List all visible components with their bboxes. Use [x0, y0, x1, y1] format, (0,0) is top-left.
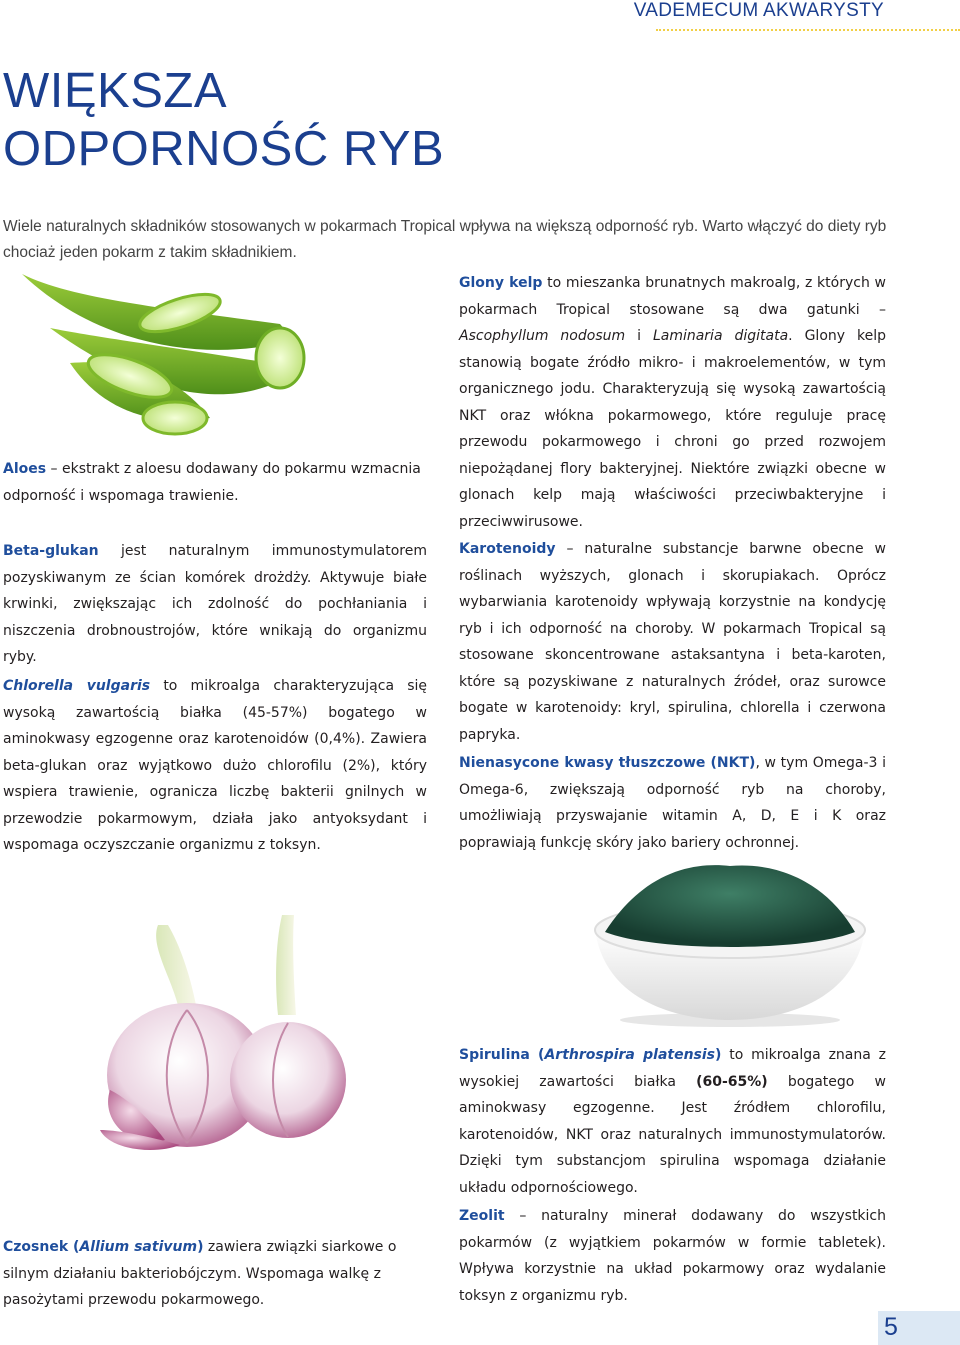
- header-dotted-rule: [656, 29, 960, 31]
- chlorella-paragraph: Chlorella vulgaris to mikroalga charakteryzująca się wysoką zawartością białka (45-57%) bogatego w aminokwasy egzogenne oraz karotenoidów (0,4%). Zawiera beta-glukan oraz wyjątkowo dużo chlorofilu (2%), który wspiera trawienie, ogranicza liczbę bakterii gnilnych w przewodzie pokarmowym, działa jako antyoksydant i wspomaga oczyszczanie organizmu z toksyn.: [3, 678, 428, 853]
- running-header: VADEMECUM AKWARYSTY: [633, 0, 884, 21]
- page-number: 5: [884, 1313, 898, 1341]
- kelp-paragraph: Glony kelp to mieszanka brunatnych makroalg, z których w pokarmach Tropical stosowane są dwa gatunki – Ascophyllum nodosum i Laminaria digitata. Glony kelp stanowią bogate źródło mikro- i makroelementów, w tym organicznego jodu. Charakteryzują się wysoką zawartością NKT oraz włókna pokarmowego, które reguluje pracę przewodu pokarmowego i chroni go przed rozwojem niepożądanej flory bakteryjnej. Niektóre związki obecne w glonach kelp mają właściwości przeciwbakteryjne i przeciwwirusowe.: [459, 275, 886, 530]
- czosnek-paragraph: Czosnek (Allium sativum) zawiera związki siarkowe o silnym działaniu bakteriobójczym. Wspomaga walkę z pasożytami przewodu pokarmowego.: [3, 1239, 397, 1308]
- beta-glukan-term: Beta-glukan: [3, 543, 99, 559]
- title-line-1: WIĘKSZA: [3, 64, 228, 118]
- aloes-paragraph: Aloes – ekstrakt z aloesu dodawany do pokarmu wzmacnia odporność i wspomaga trawienie.: [3, 461, 421, 504]
- spirulina-paragraph: Spirulina (Arthrospira platensis) to mikroalga znana z wysokiej zawartości białka (60-65%) bogatego w aminokwasy egzogenne. Jest źródłem chlorofilu, karotenoidów, NKT oraz naturalnych immunostymulatorów. Dzięki tym substancjom spirulina wspomaga działanie układu odpornościowego.: [459, 1047, 887, 1196]
- karotenoidy-paragraph: Karotenoidy – naturalne substancje barwne obecne w roślinach wyższych, glonach i skorupiakach. Oprócz wybarwiania karotenoidy wpływają korzystnie na kondycję ryb i ich odporność na choroby. W pokarmach Tropical są stosowane skoncentrowane astaksantyna i beta-karoten, które są pozyskiwane z naturalnych źródeł, oraz surowce bogate w karotenoidy: kryl, spirulina, chlorella i czerwona papryka.: [459, 541, 886, 743]
- kelp-term: Glony kelp: [459, 275, 543, 291]
- spirulina-term: Spirulina: [459, 1047, 530, 1063]
- karotenoidy-term: Karotenoidy: [459, 541, 556, 557]
- aloe-vera-image: [10, 268, 310, 440]
- beta-glukan-paragraph: Beta-glukan jest naturalnym immunostymulatorem pozyskiwanym ze ścian komórek drożdży. Aktywuje białe krwinki, zwiększając ich zdolność do pochłaniania i niszczenia drobnoustrojów, które wnikają do organizmu ryby.: [3, 543, 427, 665]
- zeolit-paragraph: Zeolit – naturalny minerał dodawany do wszystkich pokarmów (z wyjątkiem pokarmów w formie tabletek). Wpływa korzystnie na układ pokarmowy oraz wydalanie toksyn z organizmu ryb.: [459, 1208, 886, 1304]
- title-line-2: ODPORNOŚĆ RYB: [3, 122, 445, 176]
- chlorella-term: Chlorella vulgaris: [3, 678, 151, 694]
- spirulina-bowl-image: [585, 860, 875, 1028]
- page-title: [3, 62, 444, 178]
- page-number-box: [878, 1311, 960, 1345]
- intro-paragraph: Wiele naturalnych składników stosowanych w pokarmach Tropical wpływa na większą odporność ryb. Warto włączyć do diety ryb chociaż jeden pokarm z takim składnikiem.: [3, 218, 887, 261]
- nkt-term: Nienasycone kwasy tłuszczowe (NKT): [459, 755, 756, 771]
- garlic-image: [70, 915, 370, 1155]
- nkt-paragraph: Nienasycone kwasy tłuszczowe (NKT), w tym Omega-3 i Omega-6, zwiększają odporność ryb na choroby, umożliwiają przyswajanie witamin A, D, E i K oraz poprawiają funkcję skóry jako bariery ochronnej.: [459, 755, 887, 851]
- aloes-term: Aloes: [3, 461, 47, 477]
- czosnek-term: Czosnek: [3, 1239, 69, 1255]
- zeolit-term: Zeolit: [459, 1208, 505, 1224]
